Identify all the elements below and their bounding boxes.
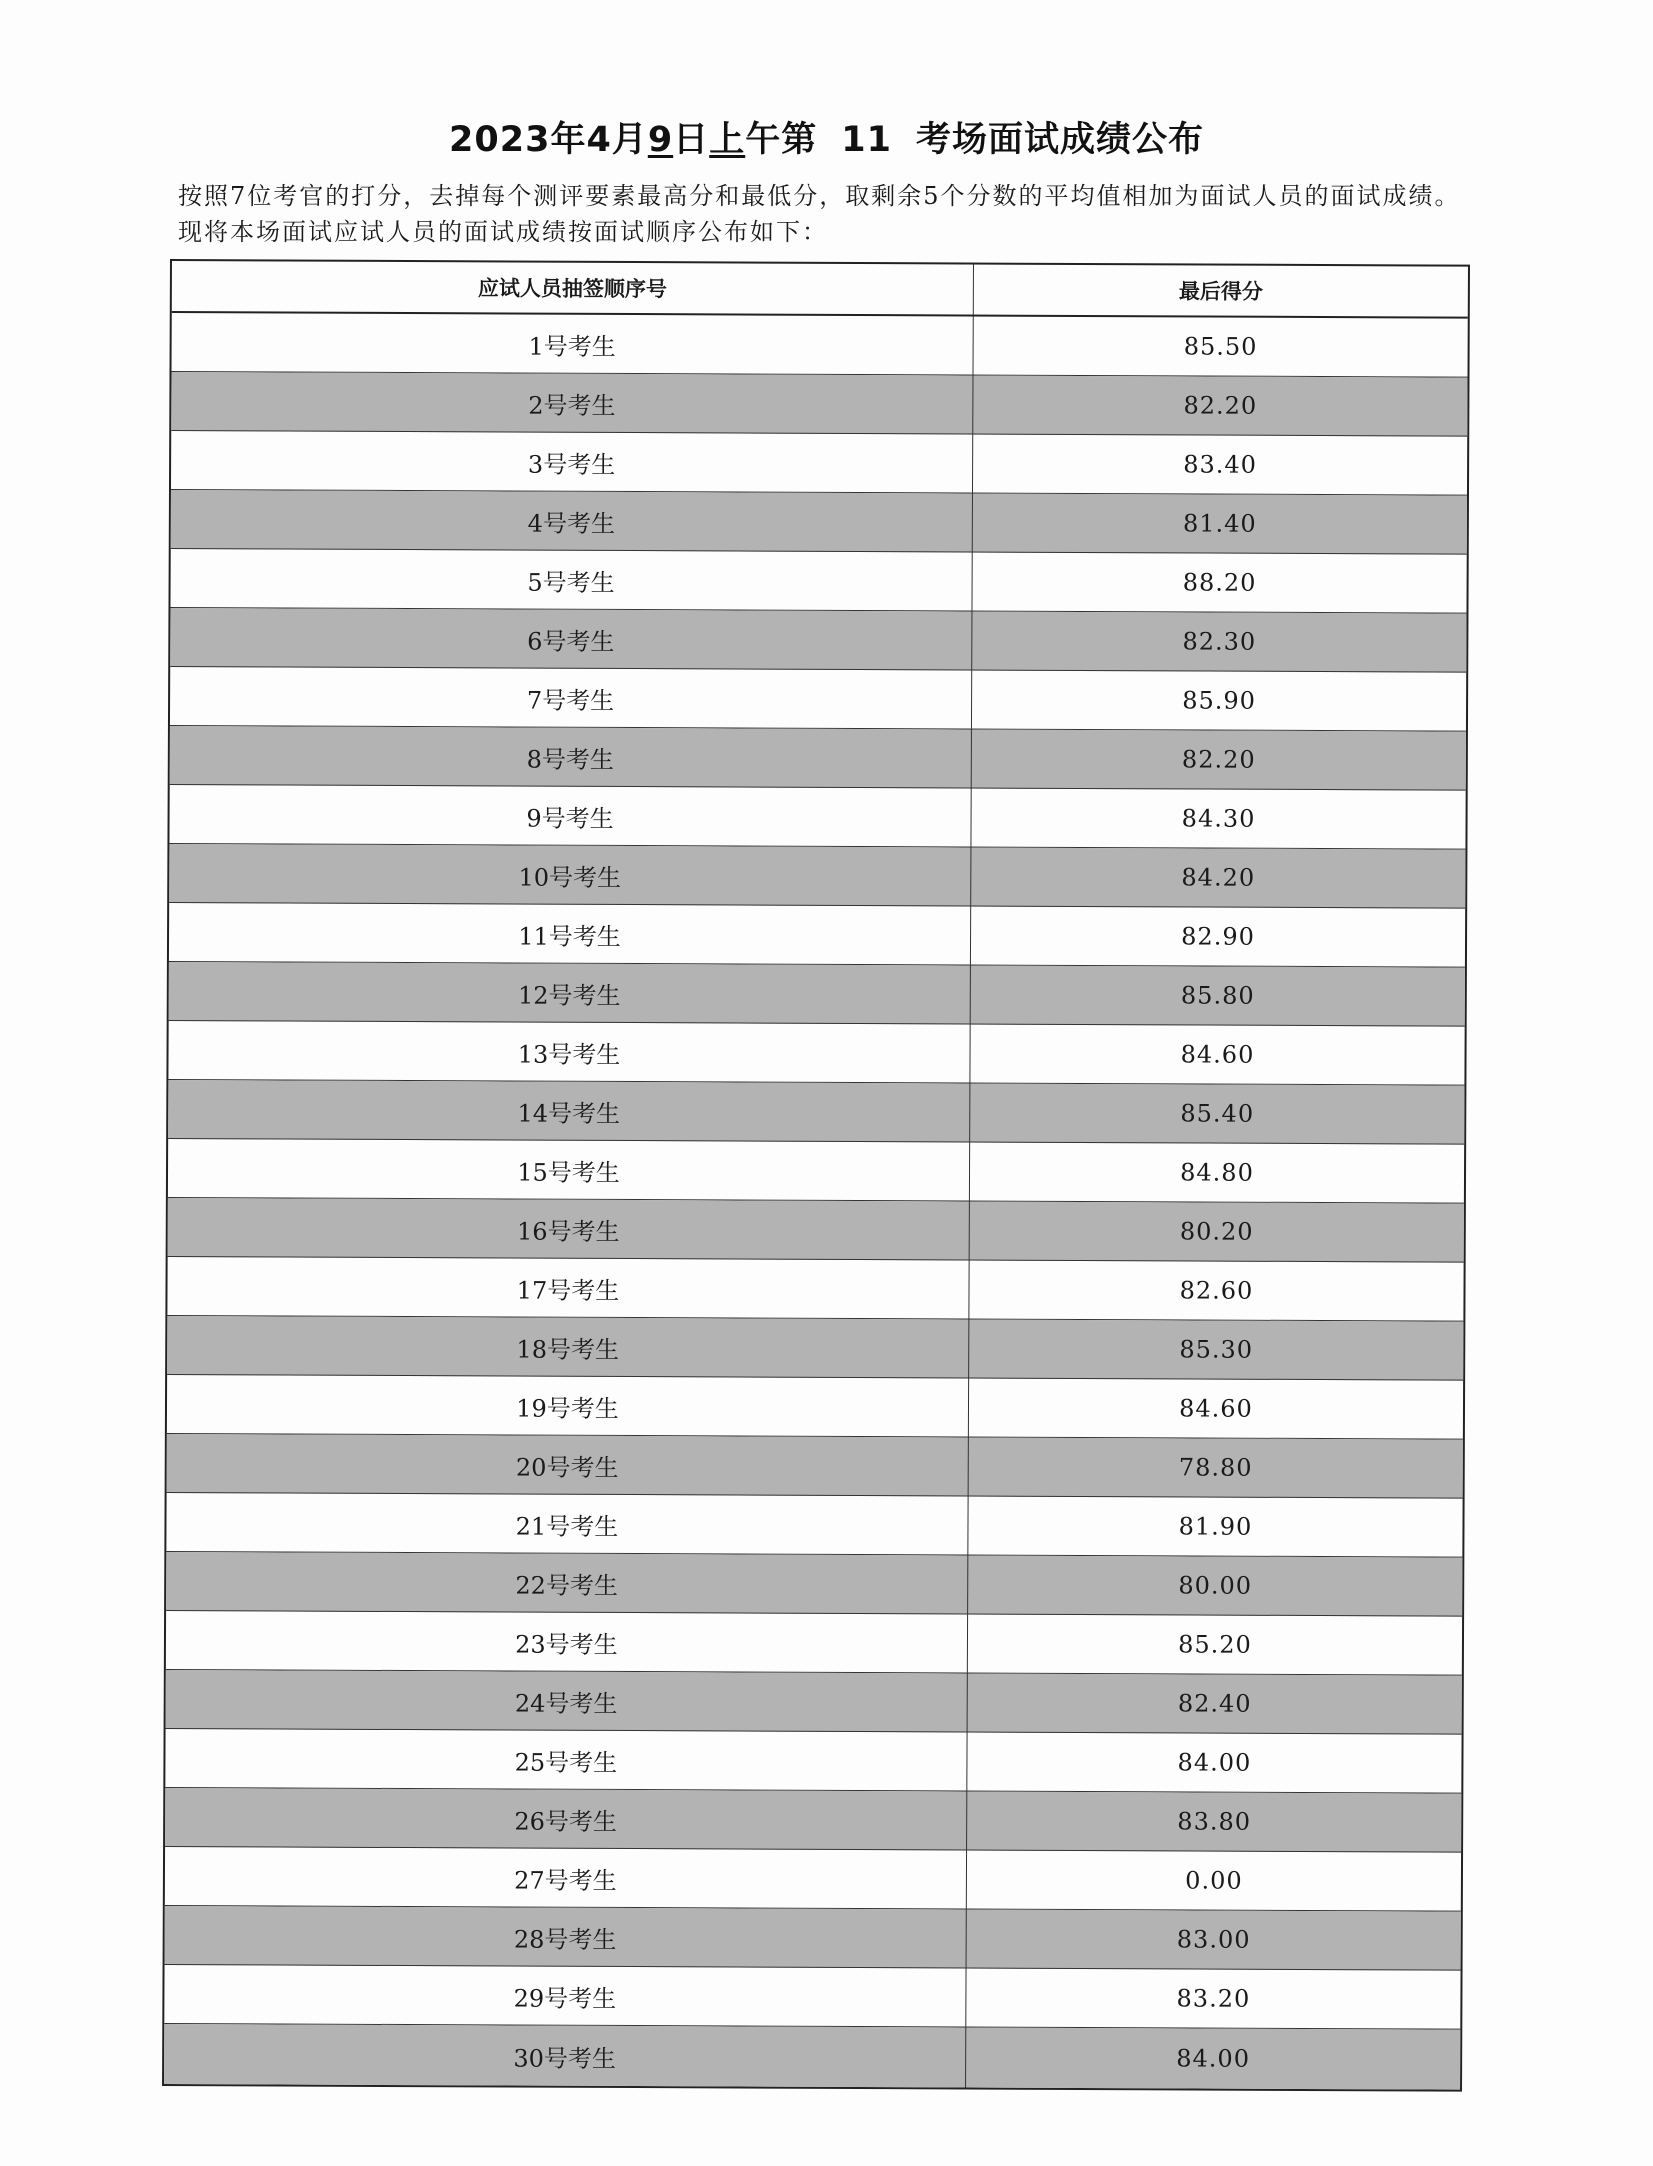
table-row xyxy=(171,490,1467,555)
score-cell: 84.60 xyxy=(1180,1040,1255,1069)
table-row xyxy=(164,1965,1460,2030)
page-title xyxy=(0,112,1653,162)
table-body xyxy=(164,313,1468,2090)
score-cell: 0.00 xyxy=(1185,1866,1243,1895)
candidate-cell: 11号考生 xyxy=(169,903,971,964)
candidate-cell: 1号考生 xyxy=(172,313,974,374)
score-cell: 84.30 xyxy=(1181,804,1256,833)
score-cell: 88.20 xyxy=(1182,568,1257,597)
table-row xyxy=(165,1788,1461,1853)
score-cell: 85.30 xyxy=(1179,1335,1254,1364)
score-cell: 84.80 xyxy=(1180,1158,1254,1187)
candidate-cell: 10号考生 xyxy=(169,844,971,905)
score-cell: 82.90 xyxy=(1181,922,1255,951)
score-cell: 80.20 xyxy=(1179,1217,1254,1246)
score-cell: 85.90 xyxy=(1182,686,1257,715)
score-cell: 84.00 xyxy=(1177,1748,1252,1777)
title-day: 9 xyxy=(647,120,674,160)
score-cell: 83.40 xyxy=(1183,450,1258,479)
table-row xyxy=(168,1198,1464,1263)
candidate-cell: 21号考生 xyxy=(166,1493,968,1554)
candidate-cell: 25号考生 xyxy=(165,1729,967,1790)
table-row xyxy=(167,1257,1463,1322)
score-cell: 85.20 xyxy=(1178,1630,1252,1659)
title-room: 11 xyxy=(841,120,892,160)
score-cell: 82.20 xyxy=(1181,745,1256,774)
table-row xyxy=(170,608,1466,673)
table-row xyxy=(172,313,1468,378)
candidate-cell: 2号考生 xyxy=(171,372,973,433)
score-cell: 84.20 xyxy=(1181,863,1256,892)
table-row xyxy=(167,1434,1463,1499)
title-date: 2023年4月 xyxy=(449,120,648,160)
score-cell: 85.80 xyxy=(1180,981,1255,1010)
score-cell: 78.80 xyxy=(1178,1453,1253,1482)
intro-paragraph: 按照7位考官的打分，去掉每个测评要素最高分和最低分，取剩余5个分数的平均值相加为面试人员的面试成绩。现将本场面试应试人员的面试成绩按面试顺序公布如下： xyxy=(178,182,1461,246)
table-row xyxy=(169,903,1465,968)
table-row xyxy=(167,1316,1463,1381)
table-row xyxy=(171,431,1467,496)
table-row xyxy=(168,1080,1464,1145)
table-row xyxy=(165,1906,1461,1971)
score-cell: 84.00 xyxy=(1176,2044,1251,2073)
table-row xyxy=(166,1493,1462,1558)
table-row xyxy=(168,1021,1464,1086)
score-cell: 80.00 xyxy=(1178,1571,1253,1600)
table-row xyxy=(169,785,1465,850)
candidate-cell: 12号考生 xyxy=(169,962,971,1023)
candidate-cell: 5号考生 xyxy=(170,549,972,610)
table-row xyxy=(170,549,1466,614)
score-cell: 84.60 xyxy=(1179,1394,1253,1423)
score-cell: 81.90 xyxy=(1178,1512,1253,1541)
score-cell: 85.40 xyxy=(1180,1099,1255,1128)
table-row xyxy=(169,844,1465,909)
table-row xyxy=(165,1729,1461,1794)
candidate-cell: 7号考生 xyxy=(170,667,972,728)
candidate-cell: 6号考生 xyxy=(170,608,972,669)
title-rest: 考场面试成绩公布 xyxy=(915,120,1204,160)
score-cell: 82.20 xyxy=(1183,391,1258,420)
table-row xyxy=(165,1847,1461,1912)
candidate-cell: 26号考生 xyxy=(165,1788,967,1849)
score-cell: 81.40 xyxy=(1182,509,1257,538)
candidate-cell: 8号考生 xyxy=(170,726,972,787)
candidate-cell: 20号考生 xyxy=(167,1434,969,1495)
candidate-cell: 16号考生 xyxy=(168,1198,970,1259)
candidate-cell: 9号考生 xyxy=(169,785,971,846)
table-row xyxy=(166,1611,1462,1676)
table-row xyxy=(164,2024,1460,2090)
score-cell: 82.30 xyxy=(1182,627,1257,656)
candidate-cell: 28号考生 xyxy=(165,1906,967,1967)
table-row xyxy=(171,372,1467,437)
table-row xyxy=(166,1552,1462,1617)
candidate-cell: 14号考生 xyxy=(168,1080,970,1141)
candidate-cell: 24号考生 xyxy=(166,1670,968,1731)
title-period: 上 xyxy=(709,120,746,160)
header-score: 最后得分 xyxy=(1178,279,1263,304)
table-row xyxy=(170,726,1466,791)
candidate-cell: 23号考生 xyxy=(166,1611,968,1672)
table-row xyxy=(167,1375,1463,1440)
title-period-suffix: 午第 xyxy=(745,120,818,160)
candidate-cell: 13号考生 xyxy=(168,1021,970,1082)
candidate-cell: 15号考生 xyxy=(168,1139,970,1200)
table-row xyxy=(166,1670,1462,1735)
candidate-cell: 19号考生 xyxy=(167,1375,969,1436)
score-table xyxy=(162,259,1470,2092)
candidate-cell: 18号考生 xyxy=(167,1316,969,1377)
candidate-cell: 17号考生 xyxy=(167,1257,969,1318)
table-row xyxy=(169,962,1465,1027)
table-header-row xyxy=(172,261,1468,319)
candidate-cell: 27号考生 xyxy=(165,1847,967,1908)
title-date-suffix: 日 xyxy=(673,120,710,160)
candidate-cell: 3号考生 xyxy=(171,431,973,492)
candidate-cell: 29号考生 xyxy=(164,1965,966,2026)
table-row xyxy=(168,1139,1464,1204)
candidate-cell: 30号考生 xyxy=(164,2024,966,2087)
score-cell: 82.60 xyxy=(1179,1276,1254,1305)
table-row xyxy=(170,667,1466,732)
candidate-cell: 22号考生 xyxy=(166,1552,968,1613)
candidate-cell: 4号考生 xyxy=(171,490,973,551)
score-cell: 83.20 xyxy=(1176,1984,1251,2013)
header-candidate: 应试人员抽签顺序号 xyxy=(172,261,974,314)
score-cell: 83.80 xyxy=(1177,1807,1252,1836)
score-cell: 85.50 xyxy=(1183,332,1258,361)
score-cell: 82.40 xyxy=(1177,1689,1252,1718)
score-cell: 83.00 xyxy=(1176,1925,1251,1954)
